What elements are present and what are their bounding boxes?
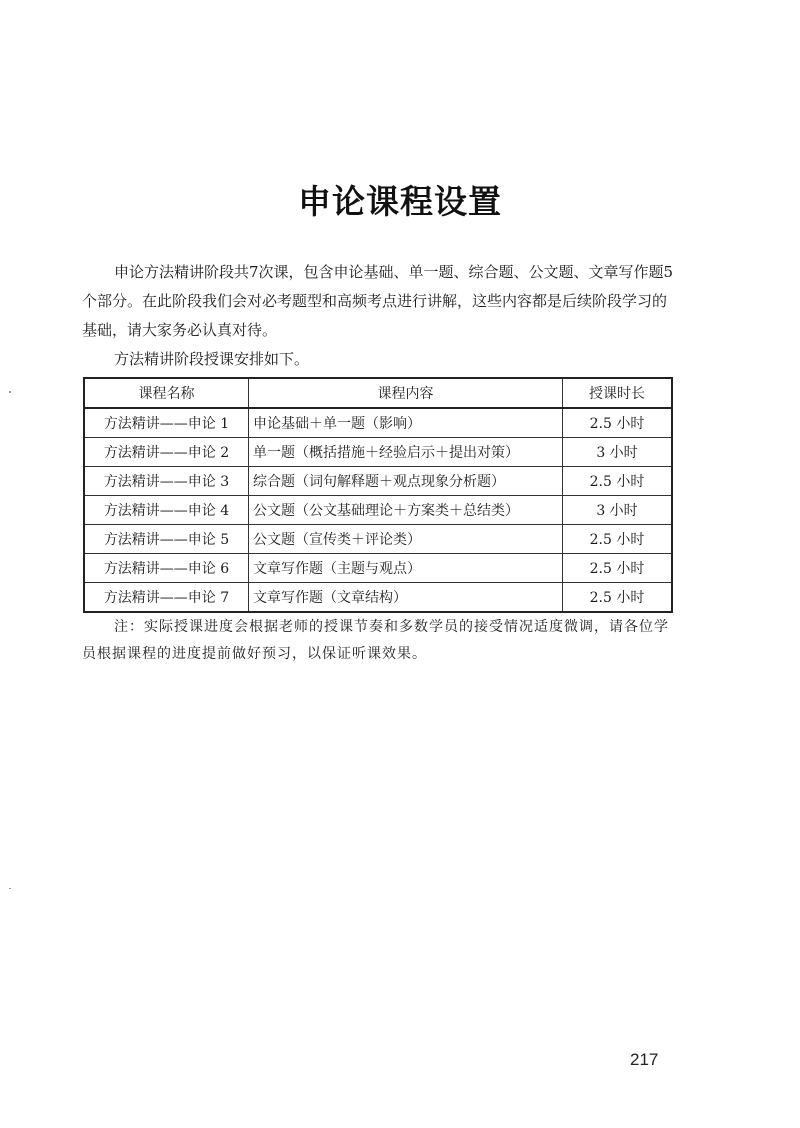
course-duration-cell: 2.5 小时	[563, 467, 673, 496]
course-duration-cell: 2.5 小时	[563, 583, 673, 613]
course-content-cell: 文章写作题（文章结构）	[249, 583, 563, 613]
course-schedule-table	[83, 377, 673, 613]
table-row	[84, 438, 672, 467]
header-course-name: 课程名称	[84, 378, 249, 408]
table-row	[84, 525, 672, 554]
page-title: 申论课程设置	[298, 182, 502, 221]
course-name-cell: 方法精讲——申论 4	[84, 496, 249, 525]
course-content-cell: 公文题（公文基础理论＋方案类＋总结类）	[249, 496, 563, 525]
scan-speck	[9, 888, 11, 889]
footnote: 注：实际授课进度会根据老师的授课节奏和多数学员的接受情况适度微调，请各位学员根据课程的进度提前做好预习，以保证听课效果。	[82, 619, 669, 662]
table-row	[84, 496, 672, 525]
course-duration-cell: 2.5 小时	[563, 554, 673, 583]
table-row	[84, 408, 672, 438]
course-duration-cell: 3 小时	[563, 438, 673, 467]
header-course-content: 课程内容	[249, 378, 563, 408]
course-duration-cell: 3 小时	[563, 496, 673, 525]
course-content-cell: 综合题（词句解释题＋观点现象分析题）	[249, 467, 563, 496]
table-row	[84, 583, 672, 613]
course-name-cell: 方法精讲——申论 5	[84, 525, 249, 554]
table-row	[84, 467, 672, 496]
course-content-cell: 文章写作题（主题与观点）	[249, 554, 563, 583]
course-content-cell: 单一题（概括措施＋经验启示＋提出对策）	[249, 438, 563, 467]
page-number: 217	[630, 1050, 659, 1069]
course-name-cell: 方法精讲——申论 7	[84, 583, 249, 613]
header-duration: 授课时长	[563, 378, 673, 408]
course-content-cell: 公文题（宣传类＋评论类）	[249, 525, 563, 554]
scan-speck	[9, 391, 11, 393]
intro-paragraph: 申论方法精讲阶段共7次课，包含申论基础、单一题、综合题、公文题、文章写作题5个部分。在此阶段我们会对必考题型和高频考点进行讲解，这些内容都是后续阶段学习的基础，请大家务必认真对待。	[82, 263, 674, 339]
course-duration-cell: 2.5 小时	[563, 525, 673, 554]
course-name-cell: 方法精讲——申论 6	[84, 554, 249, 583]
course-name-cell: 方法精讲——申论 2	[84, 438, 249, 467]
course-content-cell: 申论基础＋单一题（影响）	[249, 408, 563, 438]
schedule-intro: 方法精讲阶段授课安排如下。	[114, 350, 310, 368]
course-duration-cell: 2.5 小时	[563, 408, 673, 438]
course-name-cell: 方法精讲——申论 3	[84, 467, 249, 496]
course-name-cell: 方法精讲——申论 1	[84, 408, 249, 438]
table-header-row	[84, 378, 672, 408]
table-row	[84, 554, 672, 583]
